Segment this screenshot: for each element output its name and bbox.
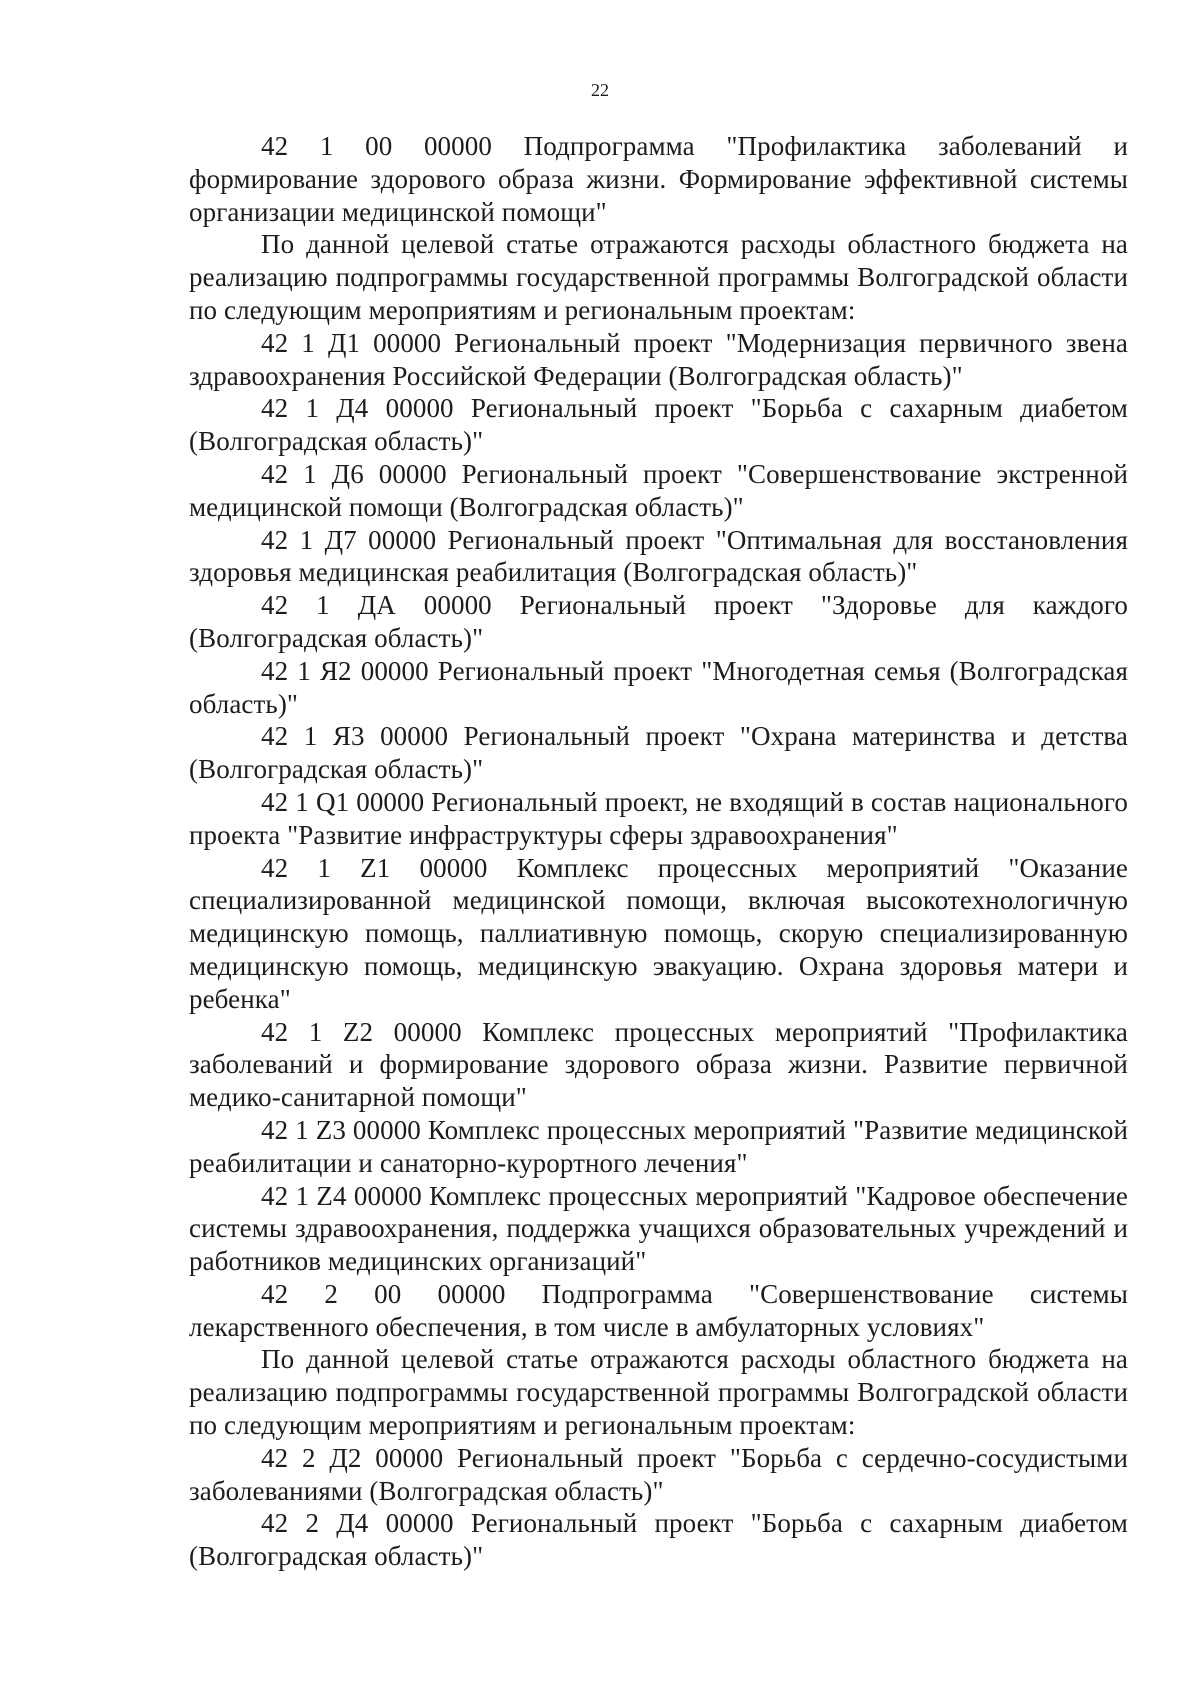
document-body bbox=[189, 130, 1128, 1573]
paragraph-item: 42 1 Д1 00000 Региональный проект "Модернизация первичного звена здравоохранения Российской Федерации (Волгоградская область)" bbox=[189, 327, 1128, 391]
paragraph-item: 42 1 Д4 00000 Региональный проект "Борьба с сахарным диабетом (Волгоградская область)" bbox=[189, 393, 1128, 457]
paragraph-item: 42 1 Z3 00000 Комплекс процессных мероприятий "Развитие медицинской реабилитации и санаторно-курортного лечения" bbox=[189, 1114, 1128, 1178]
paragraph-item: 42 2 Д2 00000 Региональный проект "Борьба с сердечно-сосудистыми заболеваниями (Волгоградская область)" bbox=[189, 1442, 1128, 1506]
paragraph-subprogram-42-1: 42 1 00 00000 Подпрограмма "Профилактика заболеваний и формирование здорового образа жизни. Формирование эффективной системы организации медицинской помощи" bbox=[189, 131, 1128, 227]
page-number: 22 bbox=[591, 80, 609, 100]
paragraph-expenses-description: По данной целевой статье отражаются расходы областного бюджета на реализацию подпрограммы государственной программы Волгоградской области по следующим мероприятиям и региональным проектам: bbox=[189, 1344, 1128, 1441]
paragraph-item: 42 2 Д4 00000 Региональный проект "Борьба с сахарным диабетом (Волгоградская область)" bbox=[189, 1508, 1128, 1572]
paragraph-expenses-description: По данной целевой статье отражаются расходы областного бюджета на реализацию подпрограммы государственной программы Волгоградской области по следующим мероприятиям и региональным проектам: bbox=[189, 229, 1128, 325]
paragraph-item: 42 1 Q1 00000 Региональный проект, не входящий в состав национального проекта "Развитие инфраструктуры сферы здравоохранения" bbox=[189, 786, 1128, 850]
paragraph-item: 42 1 ДА 00000 Региональный проект "Здоровье для каждого (Волгоградская область)" bbox=[189, 590, 1128, 653]
paragraph-item: 42 1 Д6 00000 Региональный проект "Совершенствование экстренной медицинской помощи (Волгоградская область)" bbox=[189, 458, 1128, 522]
paragraph-item: 42 1 Я3 00000 Региональный проект "Охрана материнства и детства (Волгоградская область)" bbox=[189, 721, 1128, 785]
paragraph-item: 42 1 Z2 00000 Комплекс процессных мероприятий "Профилактика заболеваний и формирование здорового образа жизни. Развитие первичной медико-санитарной помощи" bbox=[189, 1016, 1128, 1113]
paragraph-item: 42 1 Д7 00000 Региональный проект "Оптимальная для восстановления здоровья медицинская реабилитация (Волгоградская область)" bbox=[189, 524, 1128, 588]
paragraph-item: 42 1 Я2 00000 Региональный проект "Многодетная семья (Волгоградская область)" bbox=[189, 655, 1128, 719]
paragraph-item: 42 1 Z1 00000 Комплекс процессных мероприятий "Оказание специализированной медицинской помощи, включая высокотехнологичную медицинскую помощь, паллиативную помощь, скорую специализированную медицинскую помощь, медицинскую эвакуацию. Охрана здоровья матери и ребенка" bbox=[189, 852, 1128, 1014]
paragraph-item: 42 1 Z4 00000 Комплекс процессных мероприятий "Кадровое обеспечение системы здравоохранения, поддержка учащихся образовательных учреждений и работников медицинских организаций" bbox=[189, 1180, 1128, 1277]
paragraph-subprogram-42-2: 42 2 00 00000 Подпрограмма "Совершенствование системы лекарственного обеспечения, в том числе в амбулаторных условиях" bbox=[189, 1278, 1128, 1342]
